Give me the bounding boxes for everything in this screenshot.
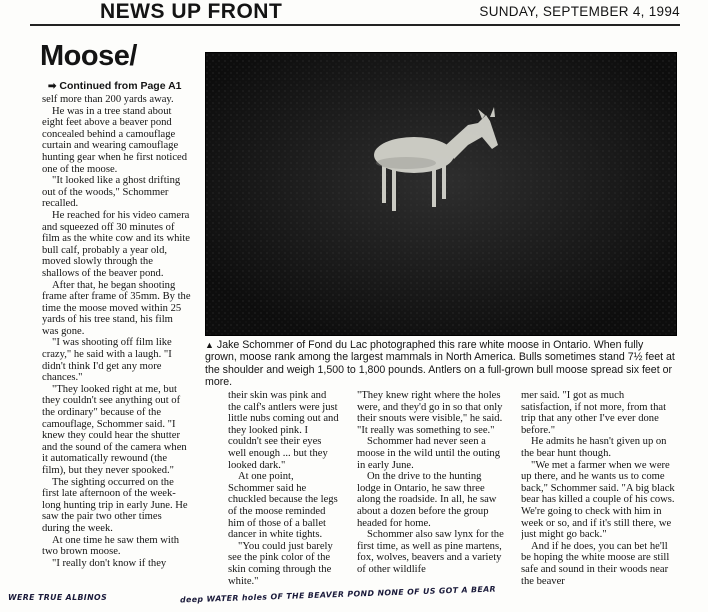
- article-paragraph: "We met a farmer when we were up there, and he wants us to come back," Schommer said. "A big black bear has killed a couple of his cows. We're going to check with him in week or so, and if it's still there, we just might go back.": [521, 459, 675, 541]
- article-column-4: [521, 390, 676, 586]
- article-paragraph: "You could just barely see the pink color of the skin coming through the white.": [228, 540, 333, 586]
- article-paragraph: their skin was pink and the calf's antlers were just little nubs coming out and they looked pink. I couldn't see their eyes well enough ... but they looked dark.": [228, 390, 339, 471]
- article-paragraph: "It looked like a ghost drifting out of the woods," Schommer recalled.: [42, 175, 181, 210]
- article-paragraph: Schommer had never seen a moose in the wild until the outing in early June.: [357, 436, 501, 471]
- continued-text: Continued from Page A1: [59, 80, 182, 92]
- section-title: NEWS UP FRONT: [100, 0, 283, 23]
- article-paragraph: "I really don't know if they: [52, 557, 167, 569]
- handwritten-note-2: deep WATER holes OF THE BEAVER POND NONE OF US GOT A BEAR: [179, 584, 497, 605]
- article-paragraph: "They knew right where the holes were, and they'd go in so that only their snouts were visible," he said. "It really was something to see.": [357, 390, 503, 436]
- article-paragraph: He was in a tree stand about eight feet above a beaver pond concealed behind a camouflage curtain and wearing camouflage hunting gear when he first noticed one of the moose.: [42, 105, 188, 175]
- caption-triangle-icon: ▲: [205, 340, 214, 350]
- article-paragraph: mer said. "I got as much satisfaction, if not more, from that trip that any other I've ever done before.": [521, 390, 667, 436]
- article-paragraph: At one point, Schommer said he chuckled because the legs of the moose reminded him of those of a ballet dancer in white tights.: [228, 471, 338, 541]
- white-moose-illustration: [206, 53, 677, 336]
- photo-caption: [205, 339, 677, 389]
- handwritten-note-1: WERE TRUE ALBINOS: [8, 593, 108, 602]
- masthead-rule: [30, 24, 680, 26]
- moose-photo: [205, 52, 677, 336]
- article-column-2: [228, 390, 340, 586]
- article-paragraph: "They looked right at me, but they couldn't see anything out of the ordinary" because of the camouflage, Schommer said. "I knew they could hear the shutter and the sound of the camera when it automatically rewound (the film), but they never spooked.": [42, 383, 187, 476]
- article-paragraph: And if he does, you can bet he'll be hoping the white moose are still safe and sound in their woods near the beaver: [521, 540, 670, 586]
- article-column-1: [42, 94, 192, 586]
- article-paragraph: On the drive to the hunting lodge in Ontario, he saw three along the roadside. In all, he saw about a dozen before the group headed for home.: [357, 471, 497, 529]
- article-paragraph: The sighting occurred on the first late afternoon of the week-long hunting trip in early June. He saw the pair two other times during the week.: [42, 476, 188, 534]
- article-paragraph: self more than 200 yards away.: [42, 94, 174, 105]
- article-headline: Moose/: [40, 40, 137, 72]
- article-paragraph: Schommer also saw lynx for the first time, as well as pine martens, fox, wolves, beavers and a variety of other wildlife: [357, 529, 504, 575]
- article-paragraph: He admits he hasn't given up on the bear hunt though.: [521, 436, 667, 459]
- continued-line: [48, 80, 182, 92]
- article-paragraph: "I was shooting off film like crazy," he said with a laugh. "I didn't think I'd get any more chances.": [42, 337, 172, 384]
- masthead: [0, 0, 708, 24]
- arrow-icon: ➡: [48, 81, 57, 92]
- article-paragraph: At one time he saw them with two brown moose.: [42, 534, 180, 558]
- caption-text: Jake Schommer of Fond du Lac photographed this rare white moose in Ontario. When fully grown, moose rank among the largest mammals in North America. Bulls sometimes stand 7½ feet at the shoulder and weigh 1,500 to 1,800 pounds. Antlers on a full-grown bull moose spread six feet or more.: [205, 339, 675, 389]
- article-paragraph: He reached for his video camera and squeezed off 30 minutes of film as the white cow and its white bull calf, probably a year old, moved slowly through the shallows of the beaver pond.: [42, 209, 190, 279]
- article-paragraph: After that, he began shooting frame after frame of 35mm. By the time the moose moved within 25 yards of his tree stand, his film was gone.: [42, 279, 191, 337]
- publication-date: SUNDAY, SEPTEMBER 4, 1994: [479, 4, 680, 19]
- article-column-3: [357, 390, 507, 586]
